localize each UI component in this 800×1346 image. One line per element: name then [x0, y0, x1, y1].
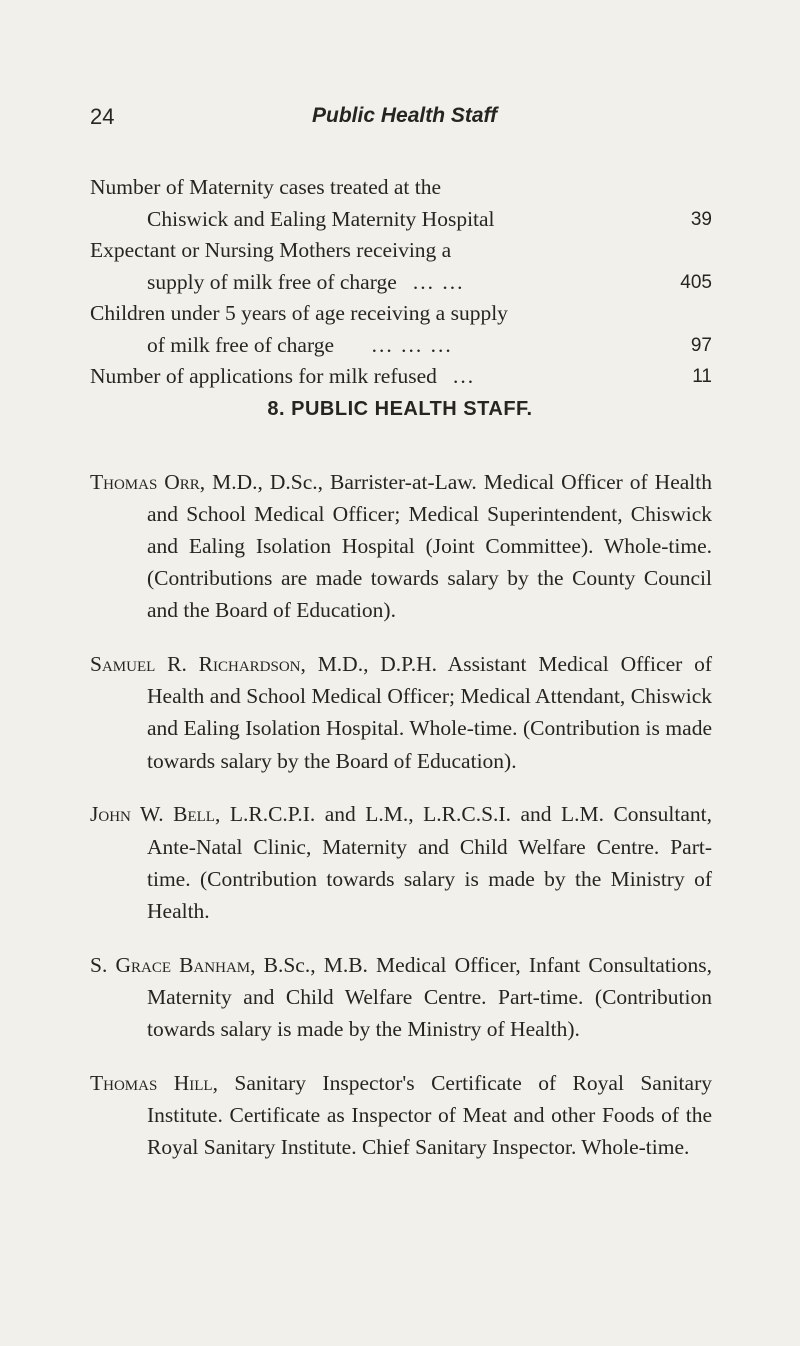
staff-description: B.Sc., M.B. Medical Officer, Infant Consultations, Maternity and Child Welfare Centre. Part-time. (Contribution towards salary is made by the Ministry of Health).: [147, 952, 713, 1042]
stat-value: 405: [680, 271, 712, 293]
staff-name: Samuel R. Richardson,: [90, 652, 306, 677]
stat-label-text: supply of milk free of charge: [147, 269, 397, 294]
staff-entry: [90, 466, 712, 627]
staff-name: S. Grace Banham,: [90, 952, 256, 977]
stat-label-text: of milk free of charge: [147, 332, 335, 357]
staff-description: M.D., D.Sc., Barrister-at-Law. Medical Officer of Health and School Medical Officer; Medical Superintendent, Chiswick and Ealing Isolation Hospital (Joint Committee). Whole-time. (Contributions are made towards salary by the County Council and the Board of Education).: [147, 469, 712, 623]
stat-label-line: [90, 330, 712, 362]
milk-statistics: [90, 172, 712, 393]
stat-value: 97: [690, 334, 712, 356]
stat-label-text: Chiswick and Ealing Maternity Hospital: [147, 206, 495, 231]
staff-description: Sanitary Inspector's Certificate of Royal Sanitary Institute. Certificate as Inspector of Meat and other Foods of the Royal Sanitary Institute. Chief Sanitary Inspector. Whole-time.: [147, 1070, 712, 1160]
stat-row: [90, 235, 712, 298]
stat-row: [90, 361, 712, 393]
running-title: Public Health Staff: [312, 104, 498, 127]
staff-list: [90, 444, 712, 1175]
staff-entry: [90, 648, 712, 777]
staff-entry: [90, 949, 712, 1046]
stat-row: [90, 172, 712, 235]
staff-name: Thomas Hill,: [90, 1070, 218, 1095]
stat-label-line: Expectant or Nursing Mothers receiving a: [90, 238, 452, 262]
staff-description: L.R.C.P.I. and L.M., L.R.C.S.I. and L.M. Consultant, Ante-Natal Clinic, Maternity and Child Welfare Centre. Part-time. (Contribution towards salary is made by the Ministry of Health.: [147, 802, 713, 923]
leader-dots: ... ...: [412, 269, 465, 294]
stat-label-text: Number of applications for milk refused: [90, 364, 437, 388]
stat-label-line: [90, 361, 712, 393]
section-heading: 8. PUBLIC HEALTH STAFF.: [267, 398, 533, 420]
stat-value: 11: [692, 366, 712, 387]
staff-entry: [90, 1067, 712, 1164]
staff-description: M.D., D.P.H. Assistant Medical Officer of Health and School Medical Officer; Medical Attendant, Chiswick and Ealing Isolation Hospital. Whole-time. (Contribution is made towards salary by the Board of Education).: [147, 652, 712, 773]
stat-row: [90, 298, 712, 361]
page-header: [0, 104, 800, 144]
leader-dots: ... ... ...: [371, 332, 453, 357]
page-number: 24: [90, 104, 115, 129]
leader-dots: ...: [453, 364, 476, 388]
staff-name: Thomas Orr,: [90, 469, 206, 494]
stat-label-line: Number of Maternity cases treated at the: [90, 175, 442, 199]
staff-name: John W. Bell,: [90, 802, 221, 827]
staff-entry: [90, 798, 712, 927]
stat-label-line: [90, 204, 712, 236]
stat-value: 39: [690, 208, 712, 230]
stat-label-line: [90, 267, 712, 299]
stat-label-line: Children under 5 years of age receiving a supply: [90, 301, 508, 325]
